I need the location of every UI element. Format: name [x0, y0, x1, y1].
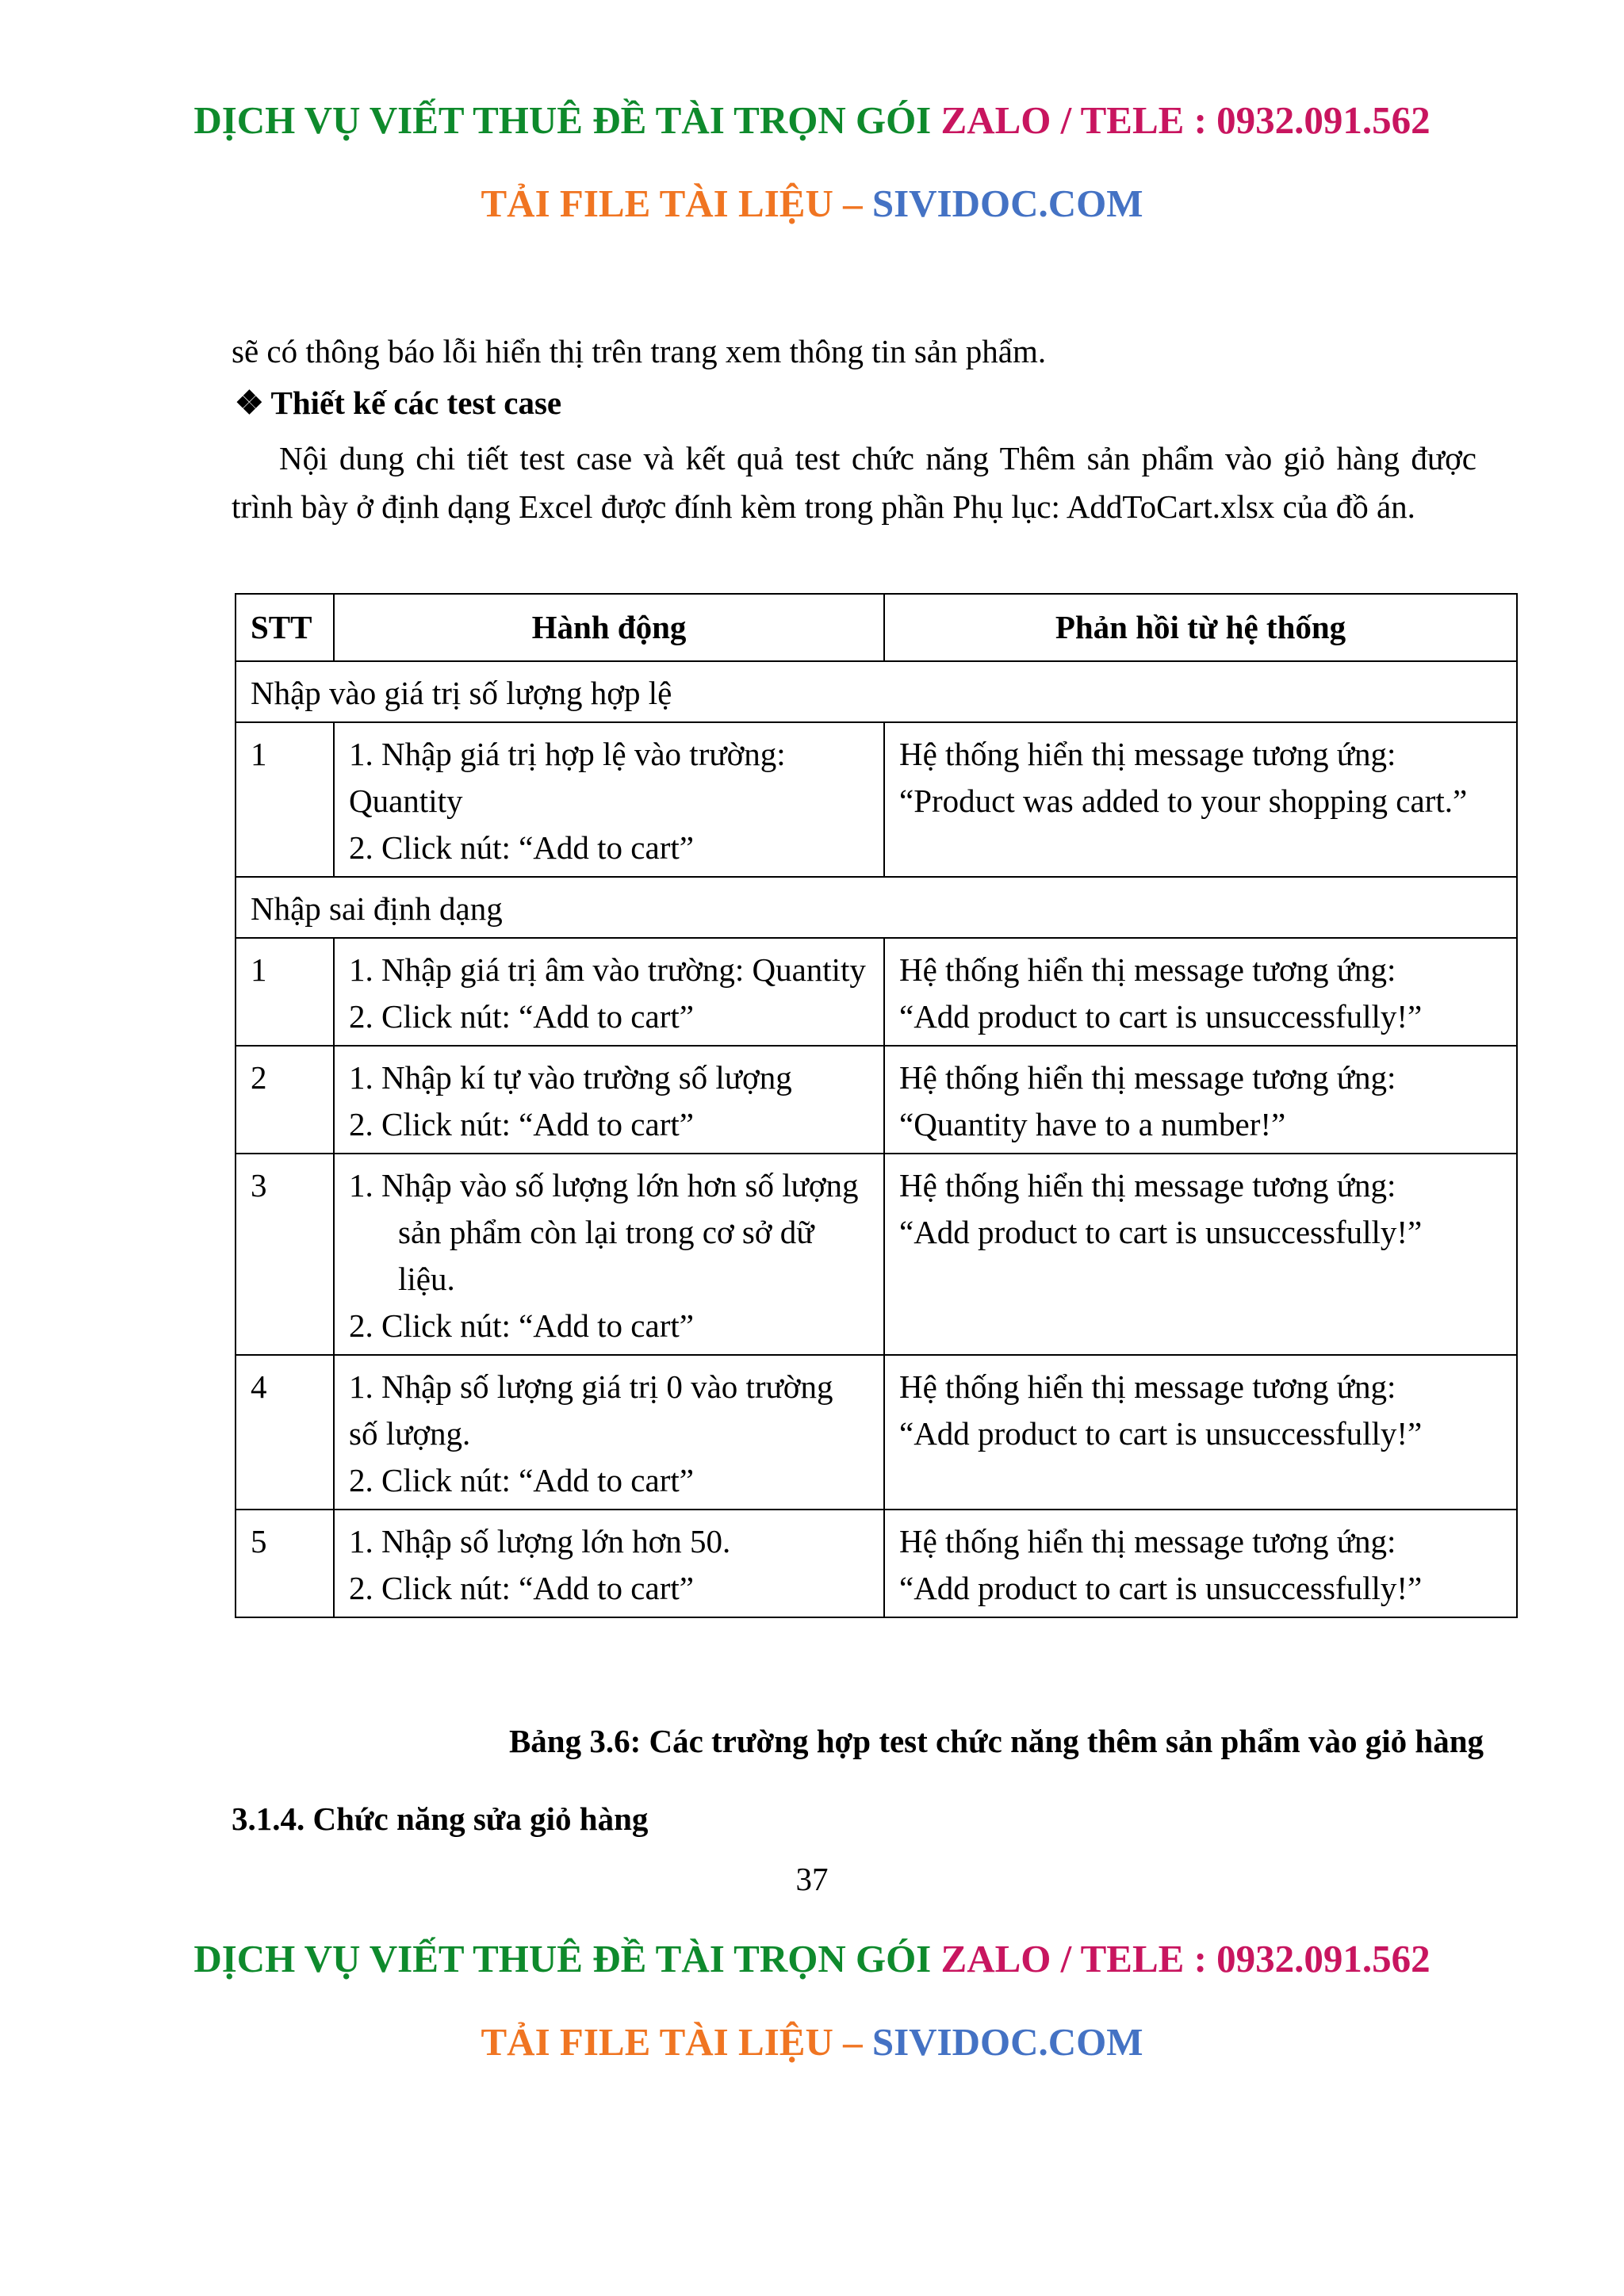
subheading: [235, 384, 561, 422]
response-line: Hệ thống hiển thị message tương ứng:: [899, 951, 1396, 988]
table-row: [236, 1154, 1517, 1355]
banner-site-text: SIVIDOC.COM: [871, 182, 1143, 225]
action-step: 1. Nhập vào số lượng lớn hơn số lượng sản phẩm còn lại trong cơ sở dữ liệu.: [349, 1167, 859, 1297]
group-valid: Nhập vào giá trị số lượng hợp lệ: [236, 661, 1517, 722]
header-response: Phản hồi từ hệ thống: [884, 594, 1517, 661]
row-response: [884, 938, 1517, 1046]
table-row: [236, 1046, 1517, 1154]
response-line: Hệ thống hiển thị message tương ứng:: [899, 736, 1396, 772]
banner-service-text: DỊCH VỤ VIẾT THUÊ ĐỀ TÀI TRỌN GÓI: [193, 98, 932, 142]
row-response: [884, 1355, 1517, 1510]
page-number: 37: [795, 1861, 829, 1897]
header-banner-line2: [0, 181, 1624, 226]
table-header-row: [236, 594, 1517, 661]
banner-download-text: TẢI FILE TÀI LIỆU –: [481, 2020, 863, 2064]
response-line: Hệ thống hiển thị message tương ứng:: [899, 1368, 1396, 1405]
action-step: 2. Click nút: “Add to cart”: [349, 1307, 694, 1344]
action-step: 1. Nhập giá trị hợp lệ vào trường: Quantity: [349, 736, 786, 819]
action-step: 1. Nhập kí tự vào trường số lượng: [349, 1059, 792, 1096]
footer-banner-line1: [0, 1936, 1624, 1981]
table-row: [236, 722, 1517, 877]
table-row: [236, 938, 1517, 1046]
response-line: “Product was added to your shopping cart.”: [899, 783, 1468, 819]
action-step: 2. Click nút: “Add to cart”: [349, 1570, 694, 1606]
banner-service-text: DỊCH VỤ VIẾT THUÊ ĐỀ TÀI TRỌN GÓI: [193, 1937, 932, 1980]
row-stt: 5: [236, 1510, 334, 1617]
row-stt: 4: [236, 1355, 334, 1510]
response-line: “Add product to cart is unsuccessfully!”: [899, 1570, 1423, 1606]
diamond-bullet-icon: ❖: [235, 385, 264, 421]
row-actions: [334, 1046, 884, 1154]
action-step: 1. Nhập giá trị âm vào trường: Quantity: [349, 951, 866, 988]
table-group-row: [236, 661, 1517, 722]
paragraph-intro: sẽ có thông báo lỗi hiển thị trên trang xem thông tin sản phẩm.: [232, 333, 1047, 369]
banner-download-text: TẢI FILE TÀI LIỆU –: [481, 182, 863, 225]
section-heading: 3.1.4. Chức năng sửa giỏ hàng: [232, 1800, 649, 1837]
row-response: [884, 722, 1517, 877]
response-line: “Add product to cart is unsuccessfully!”: [899, 998, 1423, 1035]
banner-contact-text: ZALO / TELE : 0932.091.562: [940, 1937, 1431, 1980]
row-actions: [334, 1154, 884, 1355]
action-step: 2. Click nút: “Add to cart”: [349, 1106, 694, 1142]
response-line: Hệ thống hiển thị message tương ứng:: [899, 1059, 1396, 1096]
subheading-text: Thiết kế các test case: [270, 385, 562, 421]
test-case-table: [235, 593, 1518, 1618]
row-actions: [334, 938, 884, 1046]
action-step: 2. Click nút: “Add to cart”: [349, 829, 694, 866]
row-stt: 2: [236, 1046, 334, 1154]
header-banner-line1: [0, 98, 1624, 143]
paragraph-description: Nội dung chi tiết test case và kết quả test chức năng Thêm sản phẩm vào giỏ hàng được trình bày ở định dạng Excel được đính kèm trong phần Phụ lục: AddToCart.xlsx của đồ án.: [232, 440, 1477, 525]
row-stt: 1: [236, 722, 334, 877]
table-caption: Bảng 3.6: Các trường hợp test chức năng thêm sản phẩm vào giỏ hàng: [508, 1723, 1484, 1759]
row-stt: 3: [236, 1154, 334, 1355]
row-response: [884, 1154, 1517, 1355]
response-line: “Quantity have to a number!”: [899, 1106, 1286, 1142]
table-row: [236, 1355, 1517, 1510]
banner-site-text: SIVIDOC.COM: [871, 2020, 1143, 2064]
table-row: [236, 1510, 1517, 1617]
header-stt: STT: [236, 594, 334, 661]
response-line: Hệ thống hiển thị message tương ứng:: [899, 1167, 1396, 1203]
action-step: 2. Click nút: “Add to cart”: [349, 1462, 694, 1498]
header-action: Hành động: [334, 594, 884, 661]
action-step: 2. Click nút: “Add to cart”: [349, 998, 694, 1035]
row-stt: 1: [236, 938, 334, 1046]
row-response: [884, 1510, 1517, 1617]
banner-contact-text: ZALO / TELE : 0932.091.562: [940, 98, 1431, 142]
response-line: “Add product to cart is unsuccessfully!”: [899, 1214, 1423, 1250]
footer-banner-line2: [0, 2019, 1624, 2064]
row-actions: [334, 1355, 884, 1510]
action-step: 1. Nhập số lượng lớn hơn 50.: [349, 1523, 731, 1559]
group-invalid: Nhập sai định dạng: [236, 877, 1517, 938]
response-line: “Add product to cart is unsuccessfully!”: [899, 1415, 1423, 1452]
row-actions: [334, 1510, 884, 1617]
response-line: Hệ thống hiển thị message tương ứng:: [899, 1523, 1396, 1559]
row-response: [884, 1046, 1517, 1154]
table-group-row: [236, 877, 1517, 938]
row-actions: [334, 722, 884, 877]
action-step: 1. Nhập số lượng giá trị 0 vào trường số lượng.: [349, 1368, 833, 1452]
